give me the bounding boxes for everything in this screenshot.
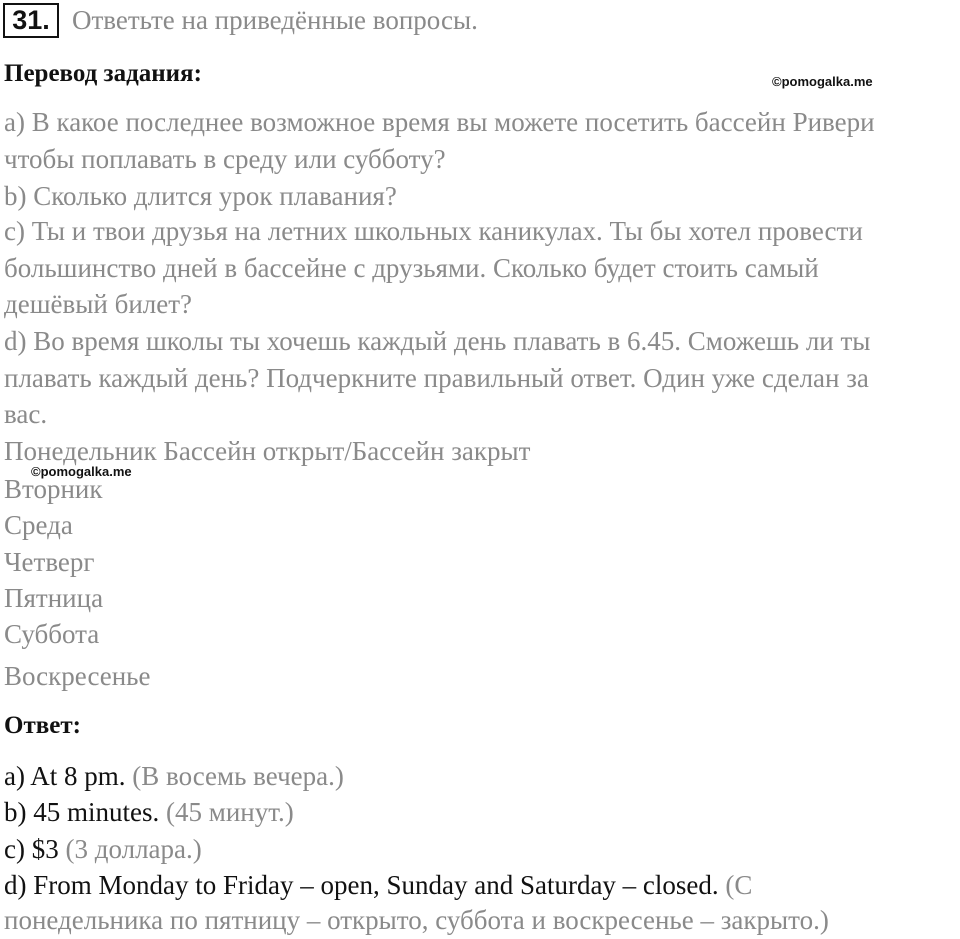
answer-a-russian: (В восемь вечера.): [132, 761, 344, 791]
answer-item-b: [4, 798, 294, 828]
task-number-box: 31.: [3, 3, 59, 38]
translation-line-9: вас.: [4, 399, 48, 429]
day-monday: Понедельник Бассейн открыт/Бассейн закрыт: [4, 436, 531, 466]
answer-a-english: a) At 8 pm.: [4, 761, 126, 791]
translation-line-6: дешёвый билет?: [4, 289, 193, 319]
answer-heading: Ответ:: [4, 712, 81, 739]
day-friday: Пятница: [4, 583, 104, 613]
answer-c-russian: (3 доллара.): [65, 834, 202, 864]
answer-d-russian: (С: [725, 870, 753, 900]
day-wednesday: Среда: [4, 510, 73, 540]
translation-heading: Перевод задания:: [4, 60, 202, 87]
translation-line-4: c) Ты и твои друзья на летних школьных каникулах. Ты бы хотел провести: [4, 216, 863, 246]
answer-item-c: [4, 835, 202, 865]
translation-line-1: a) В какое последнее возможное время вы можете посетить бассейн Ривери: [4, 107, 875, 137]
translation-line-5: большинство дней в бассейне с друзьями. Сколько будет стоить самый: [4, 253, 819, 283]
answer-item-a: [4, 762, 344, 792]
day-sunday: Воскресенье: [4, 661, 151, 691]
answer-b-english: b) 45 minutes.: [4, 797, 160, 827]
day-saturday: Суббота: [4, 619, 100, 649]
answer-c-english: c) $3: [4, 834, 59, 864]
translation-line-3: b) Сколько длится урок плавания?: [4, 181, 397, 211]
watermark-top: ©pomogalka.me: [772, 74, 873, 89]
answer-d-continuation: понедельника по пятницу – открыто, суббота и воскресенье – закрыто.): [4, 905, 829, 935]
translation-line-2: чтобы поплавать в среду или субботу?: [4, 144, 446, 174]
watermark-middle: ©pomogalka.me: [31, 464, 132, 479]
answer-d-english: d) From Monday to Friday – open, Sunday and Saturday – closed.: [4, 870, 719, 900]
translation-line-8: плавать каждый день? Подчеркните правильный ответ. Один уже сделан за: [4, 363, 869, 393]
answer-b-russian: (45 минут.): [166, 797, 294, 827]
answer-item-d: [4, 871, 752, 901]
translation-line-7: d) Во время школы ты хочешь каждый день плавать в 6.45. Сможешь ли ты: [4, 326, 871, 356]
day-tuesday: Вторник: [4, 474, 103, 504]
task-prompt: Ответьте на приведённые вопросы.: [72, 5, 478, 35]
day-thursday: Четверг: [4, 547, 95, 577]
